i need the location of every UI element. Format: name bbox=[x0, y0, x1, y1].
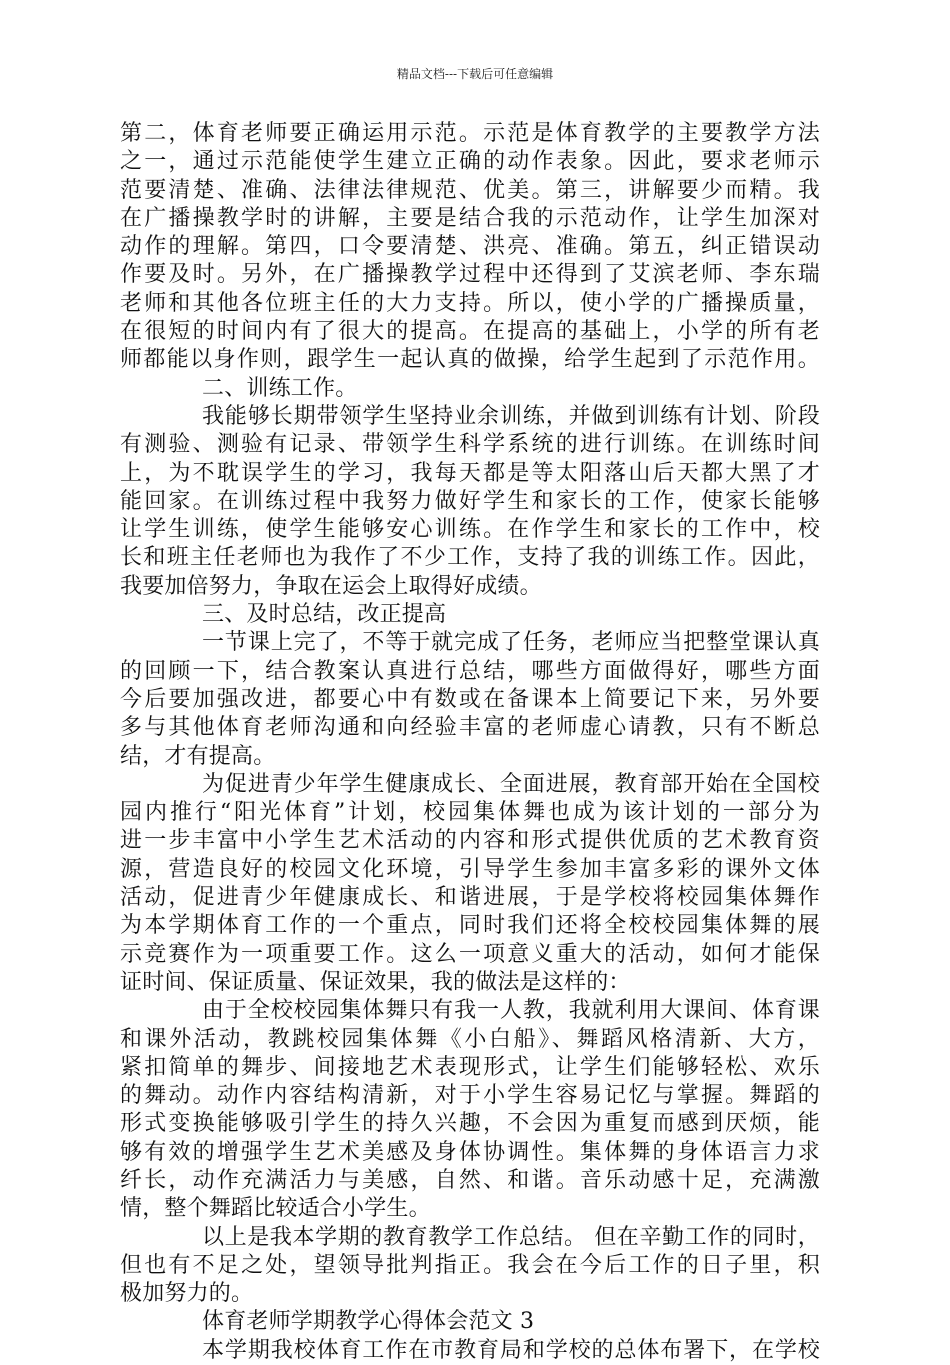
text-line: 有测验、测验有记录、带领学生科学系统的进行训练。在训练时间 bbox=[120, 432, 820, 458]
text-line: 在广播操教学时的讲解，主要是结合我的示范动作，让学生加深对 bbox=[120, 205, 820, 231]
text-line: 让学生训练，使学生能够安心训练。在作学生和家长的工作中，校 bbox=[120, 517, 820, 543]
text-line: 范要清楚、准确、法律法律规范、优美。第三，讲解要少而精。我 bbox=[120, 177, 820, 203]
text-line: 极加努力的。 bbox=[120, 1281, 254, 1307]
text-line: 二、训练工作。 bbox=[202, 375, 358, 401]
text-line: 结，才有提高。 bbox=[120, 743, 276, 769]
text-line: 形式变换能够吸引学生的持久兴趣，不会因为重复而感到厌烦，能 bbox=[120, 1111, 820, 1137]
text-line: 我能够长期带领学生坚持业余训练，并做到训练有计划、阶段 bbox=[202, 403, 820, 429]
text-line: 三、及时总结，改正提高 bbox=[202, 602, 447, 628]
text-line: 活动，促进青少年健康成长、和谐进展，于是学校将校园集体舞作 bbox=[120, 885, 820, 911]
text-line: 师都能以身作则，跟学生一起认真的做操，给学生起到了示范作用。 bbox=[120, 347, 820, 373]
text-line: 证时间、保证质量、保证效果，我的做法是这样的： bbox=[120, 969, 631, 995]
text-line: 作要及时。另外，在广播操教学过程中还得到了艾滨老师、李东瑞 bbox=[120, 262, 820, 288]
text-line: 一节课上完了，不等于就完成了任务，老师应当把整堂课认真 bbox=[202, 630, 820, 656]
text-line: 能回家。在训练过程中我努力做好学生和家长的工作，使家长能够 bbox=[120, 488, 820, 514]
text-line: 够有效的增强学生艺术美感及身体协调性。集体舞的身体语言力求 bbox=[120, 1139, 820, 1165]
text-line: 以上是我本学期的教育教学工作总结。 但在辛勤工作的同时， bbox=[202, 1224, 820, 1250]
page-header: 精品文档---下载后可任意编辑 bbox=[396, 67, 554, 81]
text-line: 示竞赛作为一项重要工作。这么一项意义重大的活动，如何才能保 bbox=[120, 941, 820, 967]
text-line: 长和班主任老师也为我作了不少工作，支持了我的训练工作。因此， bbox=[120, 545, 820, 571]
text-line: 老师和其他各位班主任的大力支持。所以，使小学的广播操质量， bbox=[120, 290, 820, 316]
text-line: 体育老师学期教学心得体会范文 3 bbox=[202, 1309, 535, 1335]
text-line: 我要加倍努力，争取在运会上取得好成绩。 bbox=[120, 573, 542, 599]
text-line: 进一步丰富中小学生艺术活动的内容和形式提供优质的艺术教育资 bbox=[120, 828, 820, 854]
text-line: 多与其他体育老师沟通和向经验丰富的老师虚心请教，只有不断总 bbox=[120, 715, 820, 741]
text-line: 但也有不足之处，望领导批判指正。我会在今后工作的日子里，积 bbox=[120, 1252, 820, 1278]
text-line: 本学期我校体育工作在市教育局和学校的总体布署下，在学校 bbox=[202, 1337, 820, 1363]
text-line: 园内推行“阳光体育”计划，校园集体舞也成为该计划的一部分为 bbox=[120, 800, 820, 826]
text-line: 为促进青少年学生健康成长、全面进展，教育部开始在全国校 bbox=[202, 771, 820, 797]
text-line: 第二，体育老师要正确运用示范。示范是体育教学的主要教学方法 bbox=[120, 121, 820, 146]
text-line: 为本学期体育工作的一个重点，同时我们还将全校校园集体舞的展 bbox=[120, 913, 820, 939]
document-body bbox=[120, 120, 820, 1365]
text-line: 和课外活动，教跳校园集体舞《小白船》、舞蹈风格清新、大方， bbox=[120, 1026, 820, 1052]
text-line: 之一，通过示范能使学生建立正确的动作表象。因此，要求老师示 bbox=[120, 149, 820, 175]
text-line: 情，整个舞蹈比较适合小学生。 bbox=[120, 1196, 431, 1222]
text-line: 今后要加强改进，都要心中有数或在备课本上简要记下来，另外要 bbox=[120, 686, 820, 712]
text-line: 源，营造良好的校园文化环境，引导学生参加丰富多彩的课外文体 bbox=[120, 856, 820, 882]
text-line: 动作的理解。第四，口令要清楚、洪亮、准确。第五，纠正错误动 bbox=[120, 234, 820, 260]
text-line: 的回顾一下，结合教案认真进行总结，哪些方面做得好，哪些方面 bbox=[120, 658, 820, 684]
text-line: 在很短的时间内有了很大的提高。在提高的基础上，小学的所有老 bbox=[120, 319, 820, 345]
text-line: 紧扣简单的舞步、间接地艺术表现形式，让学生们能够轻松、欢乐 bbox=[120, 1054, 820, 1080]
text-line: 纤长，动作充满活力与美感，自然、和谐。音乐动感十足，充满激 bbox=[120, 1167, 820, 1193]
text-line: 上，为不耽误学生的学习，我每天都是等太阳落山后天都大黑了才 bbox=[120, 460, 820, 486]
text-line: 的舞动。动作内容结构清新，对于小学生容易记忆与掌握。舞蹈的 bbox=[120, 1083, 820, 1109]
text-line: 由于全校校园集体舞只有我一人教，我就利用大课间、体育课 bbox=[202, 998, 820, 1024]
